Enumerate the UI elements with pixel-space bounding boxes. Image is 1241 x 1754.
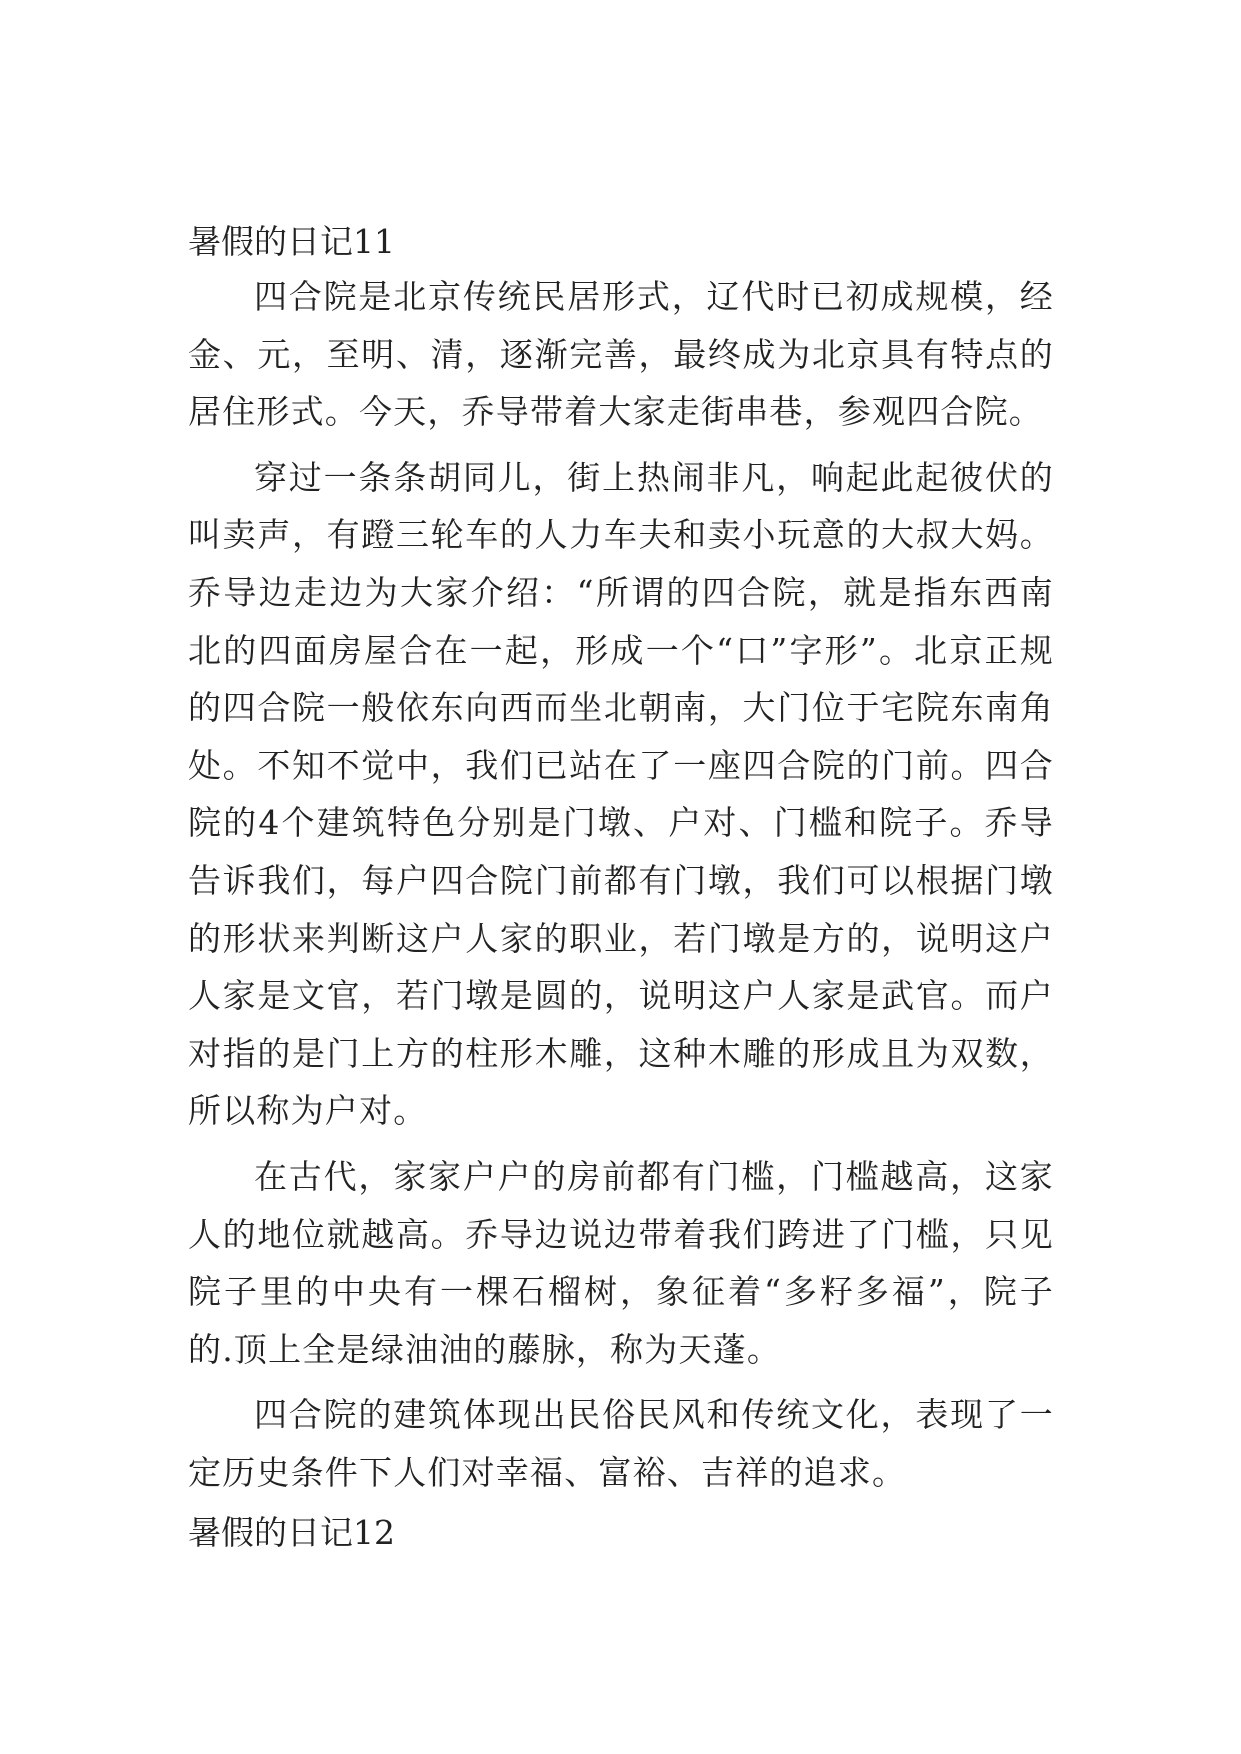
paragraph: 四合院是北京传统民居形式，辽代时已初成规模，经金、元，至明、清，逐渐完善，最终成为北京具有特点的居住形式。今天，乔导带着大家走街串巷，参观四合院。 (188, 277, 1054, 432)
paragraph: 穿过一条条胡同儿，街上热闹非凡，响起此起彼伏的叫卖声，有蹬三轮车的人力车夫和卖小玩意的大叔大妈。乔导边走边为大家介绍：“所谓的四合院，就是指东西南北的四面房屋合在一起，形成一个“口”字形”。北京正规的四合院一般依东向西而坐北朝南，大门位于宅院东南角处。不知不觉中，我们已站在了一座四合院的门前。四合院的4个建筑特色分别是门墩、户对、门槛和院子。乔导告诉我们，每户四合院门前都有门墩，我们可以根据门墩的形状来判断这户人家的职业，若门墩是方的，说明这户人家是文官，若门墩是圆的，说明这户人家是武官。而户对指的是门上方的柱形木雕，这种木雕的形成且为双数，所以称为户对。 (188, 457, 1054, 1131)
entry-title: 暑假的日记11 (188, 222, 395, 261)
entry-body (188, 268, 1054, 1509)
paragraph: 四合院的建筑体现出民俗民风和传统文化，表现了一定历史条件下人们对幸福、富裕、吉祥的追求。 (188, 1395, 1054, 1492)
paragraph: 在古代，家家户户的房前都有门槛，门槛越高，这家人的地位就越高。乔导边说边带着我们跨进了门槛，只见院子里的中央有一棵石榴树，象征着“多籽多福”，院子的.顶上全是绿油油的藤脉，称为天蓬。 (188, 1156, 1054, 1369)
entry-title: 暑假的日记12 (188, 1513, 395, 1552)
